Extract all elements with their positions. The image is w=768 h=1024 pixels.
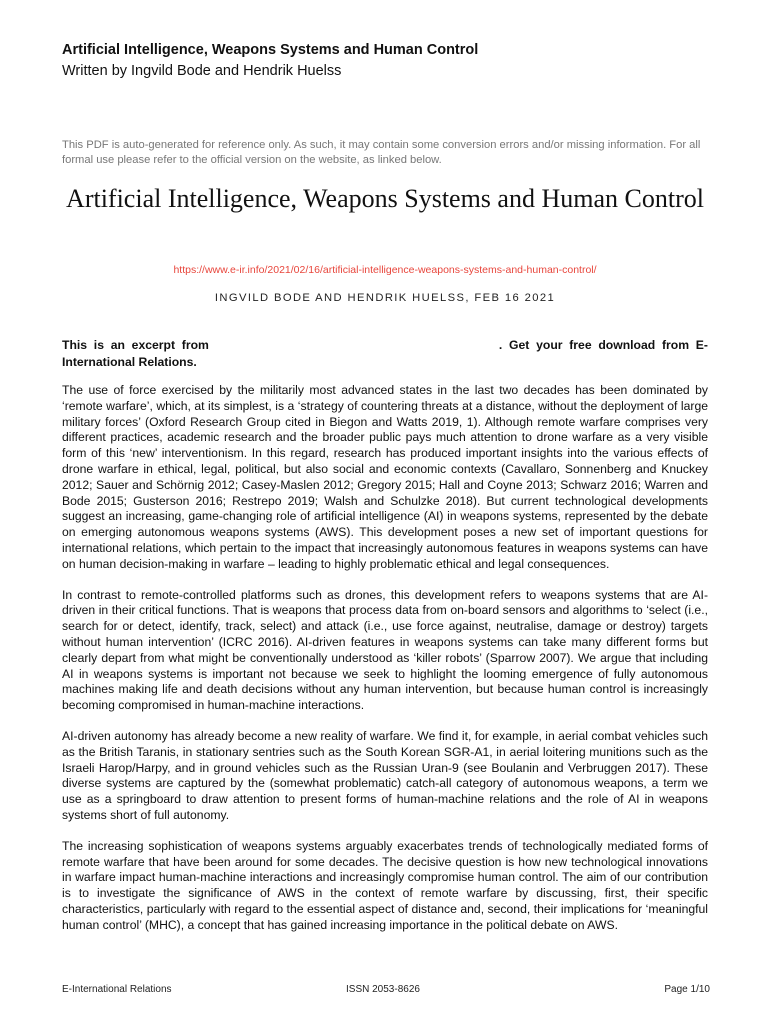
body-paragraph-4: The increasing sophistication of weapons systems arguably exacerbates trends of technologically mediated forms of remote warfare that have been around for some decades. The decisive question is how new technological innovations in warfare impact human-machine interactions and increasingly compromise human control. The aim of our contribution is to investigate the significance of AWS in the context of remote warfare by discussing, first, their specific characteristics, particularly with regard to the essential aspect of distance and, second, their implications for ‘meaningful human control’ (MHC), a concept that has gained increasing importance in the political debate on AWS. bbox=[62, 838, 708, 932]
footer-publisher: E-International Relations bbox=[62, 984, 172, 995]
excerpt-end: . Get your free download from E-International Relations. bbox=[62, 338, 708, 369]
header-authors: Written by Ingvild Bode and Hendrik Huelss bbox=[62, 63, 342, 79]
header-title: Artificial Intelligence, Weapons Systems and Human Control bbox=[62, 42, 479, 58]
article-url-link[interactable]: https://www.e-ir.info/2021/02/16/artificial-intelligence-weapons-systems-and-human-control/ bbox=[173, 264, 597, 276]
article-body bbox=[62, 383, 708, 949]
article-title: Artificial Intelligence, Weapons Systems and Human Control bbox=[66, 184, 704, 213]
body-paragraph-3: AI-driven autonomy has already become a new reality of warfare. We find it, for example, in aerial combat vehicles such as the British Taranis, in stationary sentries such as the South Korean SGR-A1, in aerial loitering munitions such as the Israeli Harop/Harpy, and in ground vehicles such as the Russian Uran-9 (see Boulanin and Verbruggen 2017). These diverse systems are captured by the (somewhat problematic) catch-all category of autonomous weapons, a term we use as a springboard to draw attention to present forms of human-machine relations and the role of AI in weapons systems short of full autonomy. bbox=[62, 728, 708, 822]
excerpt-note bbox=[62, 337, 708, 371]
excerpt-start: This is an excerpt from bbox=[62, 338, 209, 352]
footer-issn: ISSN 2053-8626 bbox=[346, 984, 420, 995]
body-paragraph-1: The use of force exercised by the militarily most advanced states in the last two decades has been dominated by ‘remote warfare’, which, at its simplest, is a ‘strategy of countering threats at a distance, without the deployment of large military forces’ (Oxford Research Group cited in Biegon and Watts 2019, 1). Although remote warfare comprises very different practices, academic research and the broader public pays much attention to drone warfare as a very visible form of this ‘new’ interventionism. In this regard, research has produced important insights into the various effects of drone warfare in ethical, legal, political, but also social and economic contexts (Cavallaro, Sonnenberg and Knuckey 2012; Sauer and Schörnig 2012; Casey-Maslen 2012; Gregory 2015; Hall and Coyne 2013; Schwarz 2016; Warren and Bode 2015; Gusterson 2016; Restrepo 2019; Walsh and Schulzke 2018). But current technological developments suggest an increasing, game-changing role of artificial intelligence (AI) in weapons systems, represented by the debate on emerging autonomous weapons systems (AWS). This development poses a new set of important questions for international relations, which pertain to the impact that increasingly autonomous features in weapons systems can have on human decision-making in warfare – leading to highly problematic ethical and legal consequences. bbox=[62, 383, 708, 571]
footer-page-number: Page 1/10 bbox=[664, 984, 710, 995]
body-paragraph-2: In contrast to remote-controlled platforms such as drones, this development refers to weapons systems that are AI-driven in their critical functions. That is weapons that process data from on-board sensors and algorithms to ‘select (i.e., search for or detect, identify, track, select) and attack (i.e., use force against, neutralise, damage or destroy) targets without human intervention’ (ICRC 2016). AI-driven features in weapons systems can take many different forms but clearly depart from what might be conventionally understood as ‘killer robots’ (Sparrow 2007). We argue that including AI in weapons systems is important not because we seek to highlight the looming emergence of fully autonomous machines making life and death decisions without any human intervention, but because human control is increasingly becoming compromised in human-machine interactions. bbox=[62, 587, 708, 713]
disclaimer-text: This PDF is auto-generated for reference only. As such, it may contain some conversion errors and/or missing information. For all formal use please refer to the official version on the website, as linked below. bbox=[62, 139, 701, 166]
article-byline: INGVILD BODE AND HENDRIK HUELSS, FEB 16 2021 bbox=[214, 292, 556, 304]
